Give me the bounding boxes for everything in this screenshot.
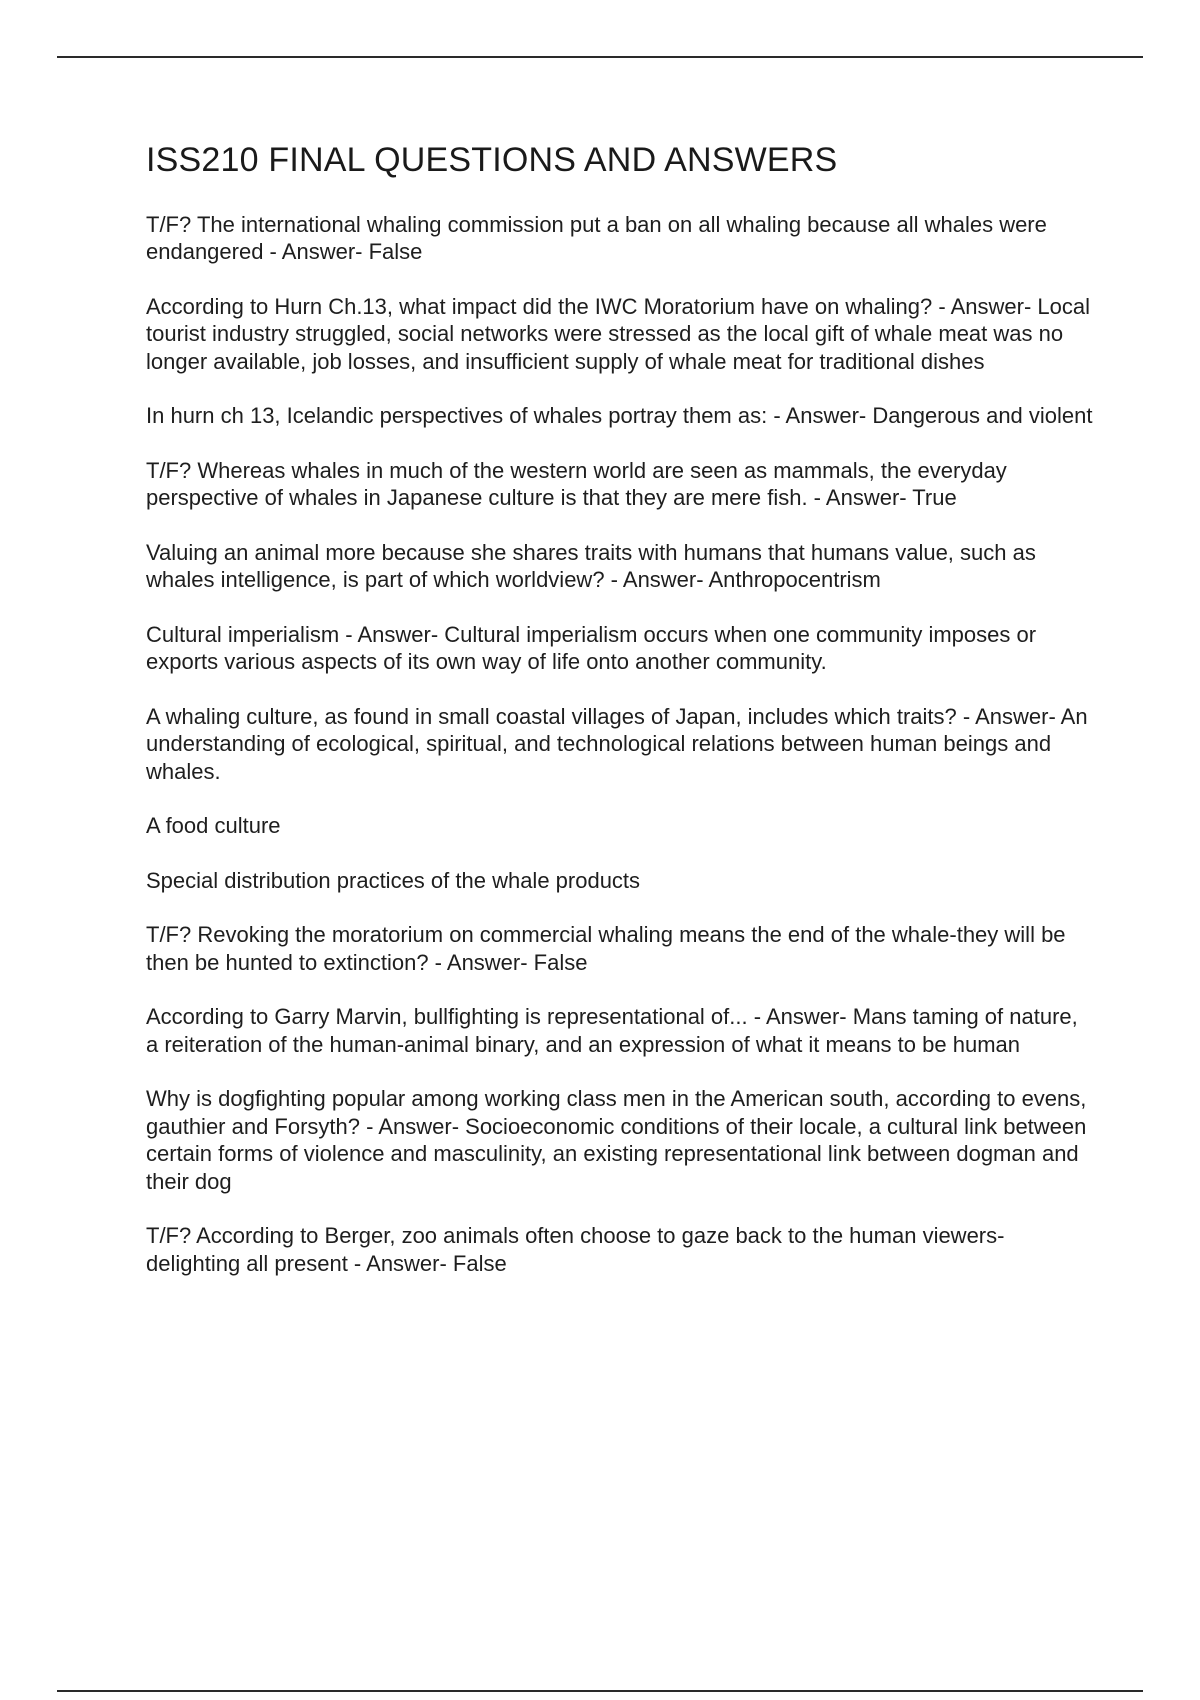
qa-entry: According to Garry Marvin, bullfighting is representational of... - Answer- Mans taming of nature, a reiteration of the human-animal binary, and an expression of what it means to be human (146, 1004, 1078, 1057)
bottom-rule (57, 1690, 1143, 1692)
top-rule (57, 56, 1143, 58)
qa-entry: T/F? Whereas whales in much of the western world are seen as mammals, the everyday perspective of whales in Japanese culture is that they are mere fish. - Answer- True (146, 457, 1007, 511)
qa-entry: In hurn ch 13, Icelandic perspectives of whales portray them as: - Answer- Dangerous and violent (146, 403, 1093, 429)
qa-entry: According to Hurn Ch.13, what impact did the IWC Moratorium have on whaling? - Answer- Local tourist industry struggled, social networks were stressed as the local gift of whale meat was no longer available, job losses, and insufficient supply of whale meat for traditional dishes (146, 293, 1090, 374)
qa-entry: T/F? The international whaling commission put a ban on all whaling because all whales were endangered - Answer- False (146, 211, 1047, 265)
qa-entry: T/F? Revoking the moratorium on commercial whaling means the end of the whale-they will be then be hunted to extinction? - Answer- False (146, 922, 1066, 975)
qa-entry: A whaling culture, as found in small coastal villages of Japan, includes which traits? - Answer- An understanding of ecological, spiritual, and technological relations between human beings and whales. (146, 703, 1088, 784)
qa-entry: T/F? According to Berger, zoo animals often choose to gaze back to the human viewers-delighting all present - Answer- False (146, 1223, 1005, 1276)
qa-entry: Special distribution practices of the whale products (146, 867, 641, 893)
document-title: ISS210 FINAL QUESTIONS AND ANSWERS (146, 141, 838, 179)
qa-entry: Why is dogfighting popular among working class men in the American south, according to evens, gauthier and Forsyth? - Answer- Socioeconomic conditions of their locale, a cultural link between certain forms of violence and masculinity, an existing representational link between dogman and their dog (146, 1086, 1087, 1194)
qa-entry: Valuing an animal more because she shares traits with humans that humans value, such as whales intelligence, is part of which worldview? - Answer- Anthropocentrism (146, 539, 1036, 593)
qa-entry: A food culture (146, 813, 281, 839)
document-body (146, 140, 1096, 1304)
qa-entry: Cultural imperialism - Answer- Cultural imperialism occurs when one community imposes or exports various aspects of its own way of life onto another community. (146, 621, 1037, 675)
